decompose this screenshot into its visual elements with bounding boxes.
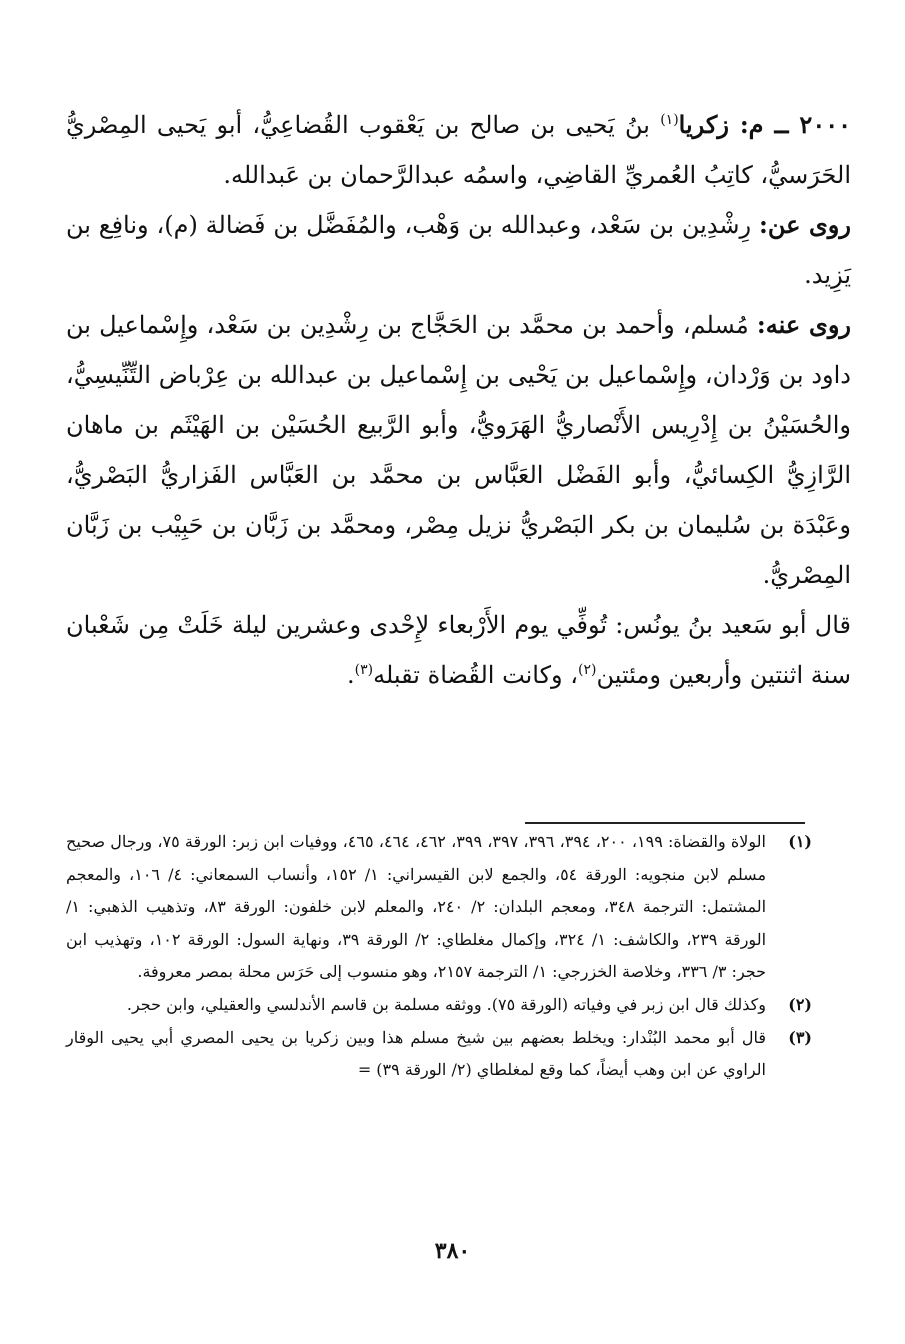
footnote-number: (١) — [788, 832, 812, 851]
death-text-part-3: . — [347, 661, 355, 689]
teachers-text: رِشْدِين بن سَعْد، وعبدالله بن وَهْب، والمُفَضَّل بن فَضالة (م)، ونافِع بن يَزِيد. — [66, 211, 851, 289]
students-text: مُسلم، وأحمد بن محمَّد بن الحَجَّاج بن رِشْدِين بن سَعْد، وإِسْماعيل بن داود بن وَرْدان، وإِسْماعيل بن يَحْيى بن إِسْماعيل بن عبدالله بن عِرْباض التِّنِّيسِيُّ، والحُسَيْنُ بن إِدْرِيس الأَنْصاريُّ الهَرَويُّ، وأبو الرَّبيع الحُسَيْن بن الهَيْثَم بن ماهان الرَّازِيُّ الكِسائيُّ، وأبو الفَضْل العَبَّاس بن محمَّد بن العَبَّاس الفَزاريُّ البَصْريُّ، وعَبْدَة بن سُليمان بن بكر البَصْريُّ نزيل مِصْر، ومحمَّد بن زَبَّان بن حَبِيْب بن زَبَّان المِصْريُّ. — [66, 311, 851, 589]
teachers-paragraph — [66, 200, 851, 300]
footnote-ref-3: (٣) — [354, 662, 374, 678]
footnote-ref-2: (٢) — [578, 662, 597, 678]
footnotes — [66, 826, 812, 1087]
page-number: ٣٨٠ — [434, 1238, 471, 1264]
entry-heading: ٢٠٠٠ ــ م: زكريا — [678, 110, 851, 139]
entry-intro-paragraph — [66, 100, 851, 200]
entry-name-text: بنُ يَحيى بن صالح بن يَعْقوب القُضاعِيُّ، أبو يَحيى المِصْريُّ الحَرَسيُّ، كاتِبُ العُمريِّ القاضِي، واسمُه عبدالرَّحمان بن عَبدالله. — [66, 111, 851, 189]
students-paragraph — [66, 300, 851, 600]
students-label: روى عنه: — [756, 310, 851, 339]
footnote-number: (٢) — [788, 994, 812, 1014]
footnote-3 — [66, 1022, 812, 1087]
death-text-part-2: ، وكانت القُضاة تقبله — [373, 661, 579, 689]
footnote-text: الولاة والقضاة: ١٩٩، ٢٠٠، ٣٩٤، ٣٩٦، ٣٩٧، ٣٩٩، ٤٦٢، ٤٦٤، ٤٦٥، ووفيات ابن زبر: الورقة ٧٥، ورجال صحيح مسلم لابن منجويه: الورقة ٥٤، والجمع لابن القيسراني: ١/ ١٥٢، وأنساب السمعاني: ٤/ ١٠٦، والمعجم المشتمل: الترجمة ٣٤٨، ومعجم البلدان: ٢/ ٢٤٠، والمعلم لابن خلفون: الورقة ٨٣، وتذهيب الذهبي: ١/ الورقة ٢٣٩، والكاشف: ١/ ٣٢٤، وإكمال مغلطاي: ٢/ الورقة ٣٩، ونهاية السول: الورقة ١٠٢، وتهذيب ابن حجر: ٣/ ٣٣٦، وخلاصة الخزرجي: ١/ الترجمة ٢١٥٧، وهو منسوب إلى حَرَس محلة بمصر معروفة. — [66, 832, 767, 982]
footnote-number: (٣) — [788, 1027, 812, 1047]
biography-entry — [66, 100, 851, 700]
footnote-text: وكذلك قال ابن زبر في وفياته (الورقة ٧٥). ووثقه مسلمة بن قاسم الأندلسي والعقيلي، وابن حجر. — [126, 994, 766, 1014]
footnote-1 — [66, 826, 812, 989]
footnote-separator — [525, 822, 805, 824]
footnote-ref-1: (١) — [660, 112, 679, 128]
footnote-2 — [66, 989, 812, 1022]
death-paragraph — [66, 600, 851, 700]
death-text-part-1: قال أبو سَعيد بنُ يونُس: تُوفِّي يوم الأَرْبعاء لإِحْدى وعشرين ليلة خَلَتْ مِن شَعْبان سنة اثنتين وأربعين ومئتين — [66, 611, 851, 689]
teachers-label: روى عن: — [758, 210, 851, 239]
footnote-text: قال أبو محمد البُنْدار: ويخلط بعضهم بين شيخ مسلم هذا وبين زكريا بن يحيى المصري أبي يحيى الوقار الراوي عن ابن وهب أيضاً، كما وقع لمغلطاي (٢/ الورقة ٣٩) = — [66, 1027, 766, 1080]
